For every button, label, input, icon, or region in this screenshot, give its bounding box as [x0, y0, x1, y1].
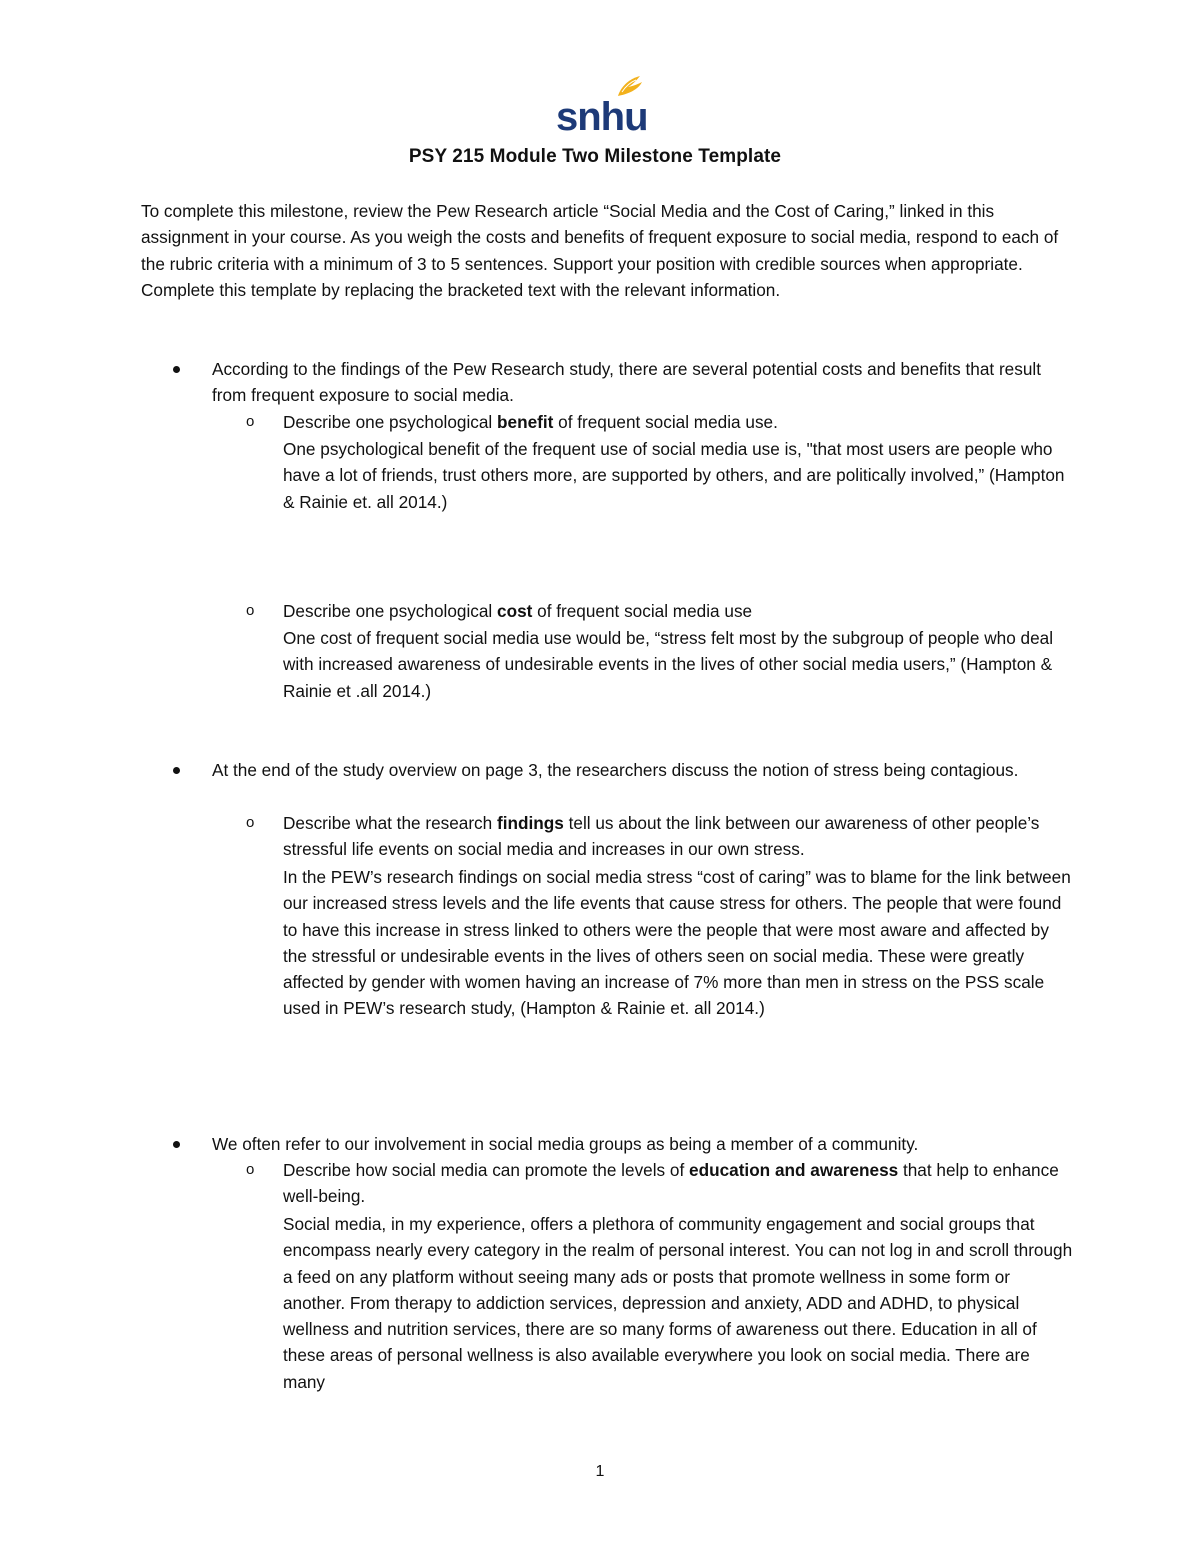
prompt-text: of frequent social media use. [553, 412, 778, 432]
section-1-answer-1: One psychological benefit of the frequent use of social media use is, "that most users are people who have a lot of friends, trust others more, are supported by others, and are politically involved,” (Hampton & Rainie et. all 2014.) [283, 439, 1065, 512]
section-2-bullet: At the end of the study overview on page 3, the researchers discuss the notion of stress being contagious. [212, 760, 1019, 780]
prompt-bold: findings [497, 813, 564, 833]
prompt-text: that help to enhance well-being. [283, 1160, 1059, 1207]
section-3-bullet: We often refer to our involvement in social media groups as being a member of a community. [212, 1134, 919, 1154]
prompt-text: Describe how social media can promote the levels of [283, 1160, 690, 1180]
section-3-answer-1: Social media, in my experience, offers a plethora of community engagement and social groups that encompass nearly every category in the realm of personal interest. You can not log in and scroll through a feed on any platform without seeing many ads or posts that promote wellness in some form or another. From therapy to addiction services, depression and anxiety, ADD and ADHD, to physical wellness and nutrition services, there are so many forms of awareness out there. Education in all of these areas of personal wellness is also available everywhere you look on social media. There are many [283, 1214, 1073, 1392]
bullet-marker [173, 365, 183, 375]
prompt-bold: cost [497, 601, 533, 621]
prompt-bold: education and awareness [689, 1160, 899, 1180]
section-1-bullet: According to the findings of the Pew Research study, there are several potential costs and benefits that result from frequent exposure to social media. [212, 359, 1041, 406]
prompt-text: Describe one psychological [283, 412, 498, 432]
sub-marker: o [246, 602, 255, 619]
prompt-text: of frequent social media use [532, 601, 753, 621]
prompt-text: Describe one psychological [283, 601, 498, 621]
section-3-prompt-1 [283, 1157, 1073, 1210]
intro-paragraph: To complete this milestone, review the Pew Research article “Social Media and the Cost of Caring,” linked in this assignment in your course. As you weigh the costs and benefits of frequent exposure to social media, respond to each of the rubric criteria with a minimum of 3 to 5 sentences. Support your position with credible sources when appropriate. Complete this template by replacing the bracketed text with the relevant information. [141, 201, 1059, 300]
sub-marker: o [246, 413, 255, 430]
sub-marker: o [246, 814, 255, 831]
prompt-text: Describe what the research [283, 813, 497, 833]
section-1-prompt-2 [283, 598, 1073, 624]
sub-marker: o [246, 1161, 255, 1178]
page-number: 1 [595, 1463, 605, 1480]
snhu-logo [552, 72, 648, 134]
page-title: PSY 215 Module Two Milestone Template [408, 146, 782, 167]
section-2-answer-1: In the PEW’s research findings on social media stress “cost of caring” was to blame for the link between our increased stress levels and the life events that cause stress for others. The people that were found to have this increase in stress linked to others were the people that were most aware and affected by the stressful or undesirable events in the lives of others seen on social media. These were greatly affected by gender with women having an increase of 7% more than men in stress on the PSS scale used in PEW’s research study, (Hampton & Rainie et. all 2014.) [283, 867, 1071, 1019]
section-2-prompt-1 [283, 810, 1073, 863]
svg-text:snhu: snhu [556, 95, 648, 134]
section-1-answer-2: One cost of frequent social media use would be, “stress felt most by the subgroup of people who deal with increased awareness of undesirable events in the lives of other social media users,” (Hampton & Rainie et .all 2014.) [283, 628, 1054, 701]
bullet-marker [173, 1140, 183, 1150]
section-1-prompt-1 [283, 409, 1073, 435]
bullet-marker [173, 766, 183, 776]
prompt-text: tell us about the link between our awareness of other people’s stressful life events on social media and increases in our own stress. [283, 813, 1040, 860]
prompt-bold: benefit [497, 412, 554, 432]
